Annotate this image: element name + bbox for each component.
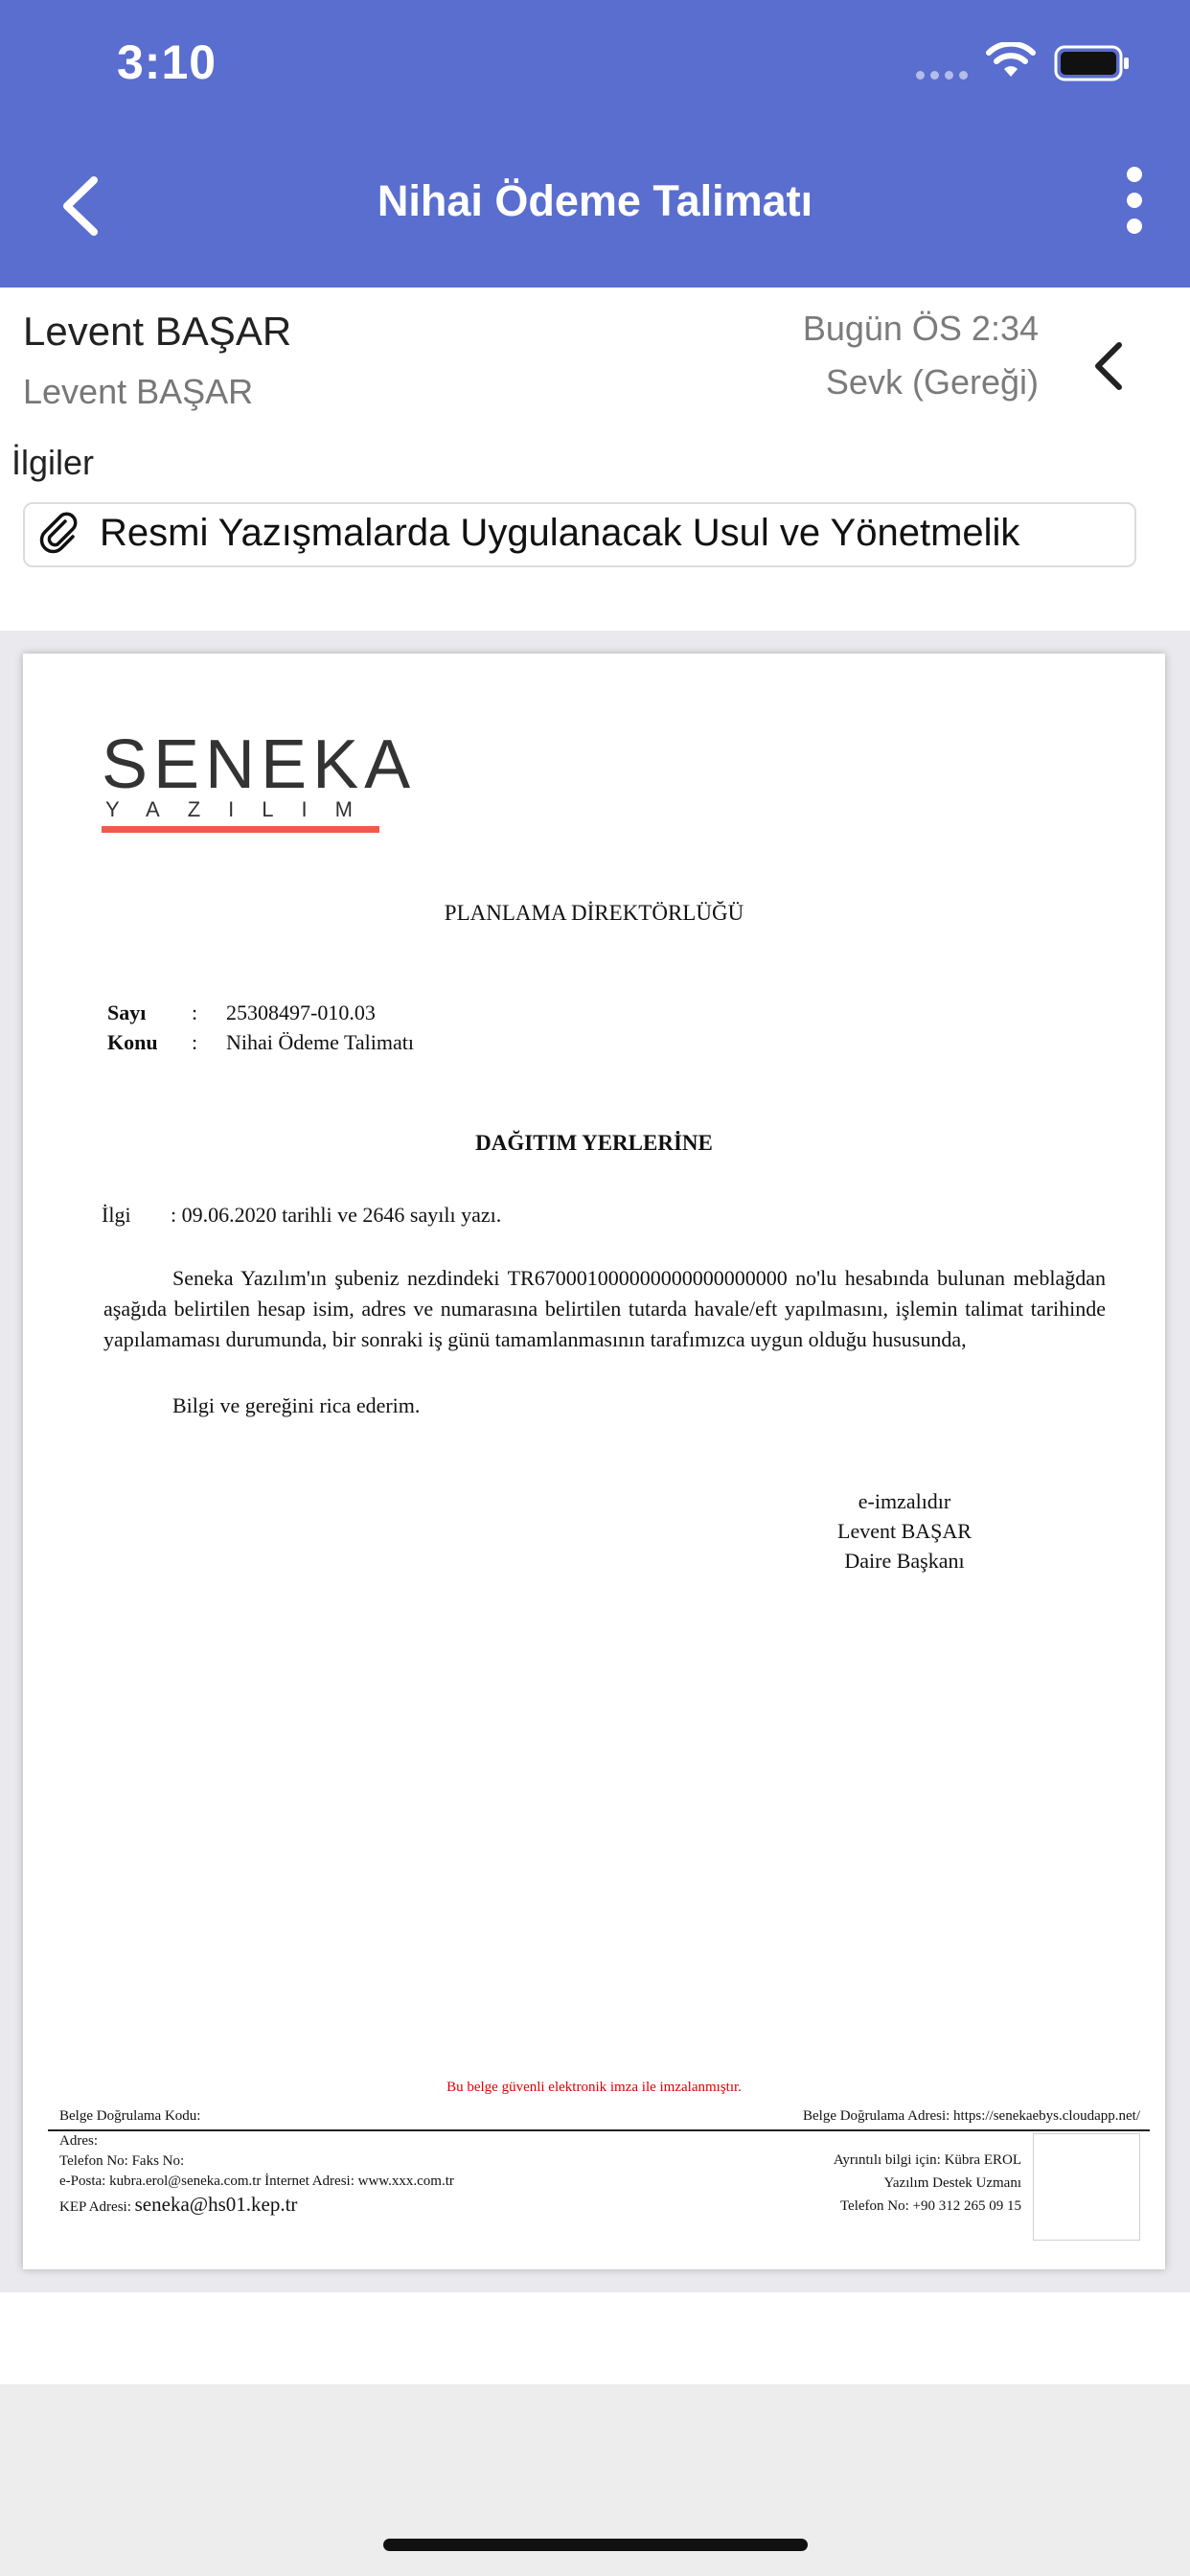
kep-row	[59, 2193, 297, 2217]
subject-value: Nihai Ödeme Talimatı	[226, 1030, 415, 1054]
paperclip-icon	[36, 512, 82, 558]
back-icon[interactable]	[56, 172, 113, 240]
attachment-item[interactable]	[23, 502, 1136, 567]
company-logo: SENEKA	[102, 726, 417, 803]
kep-value: seneka@hs01.kep.tr	[134, 2193, 298, 2216]
footer-divider	[48, 2129, 1150, 2131]
cellular-signal-icon	[916, 71, 968, 80]
chevron-left-icon[interactable]	[1090, 339, 1129, 393]
page-title: Nihai Ödeme Talimatı	[377, 176, 813, 225]
wifi-icon	[985, 42, 1037, 80]
signature-type: e-imzalıdır	[858, 1489, 951, 1513]
qr-code-placeholder	[1033, 2133, 1140, 2241]
message-time: Bugün ÖS 2:34	[802, 309, 1039, 348]
company-logo-subtext: YAZILIM	[105, 797, 380, 821]
email-web: e-Posta: kubra.erol@seneka.com.tr İnternet Adresi: www.xxx.com.tr	[59, 2174, 454, 2189]
verification-code-label: Belge Doğrulama Kodu:	[59, 2108, 201, 2124]
contact-info: Ayrıntılı bilgi için: Kübra EROL	[833, 2152, 1021, 2168]
document-closing: Bilgi ve gereğini rica ederim.	[172, 1393, 421, 1417]
reference-value: : 09.06.2020 tarihli ve 2646 sayılı yazı.	[171, 1203, 502, 1227]
logo-underline	[102, 826, 379, 833]
home-indicator[interactable]	[383, 2539, 808, 2551]
battery-icon	[1054, 45, 1131, 81]
subject-colon: :	[192, 1030, 198, 1054]
address-label: Adres:	[59, 2133, 98, 2149]
message-info-panel	[0, 288, 1190, 631]
attachment-title: Resmi Yazışmalarda Uygulanacak Usul ve Yönetmelik	[100, 512, 1020, 554]
reference-label: İlgi	[102, 1203, 131, 1227]
department-heading: PLANLAMA DİREKTÖRLÜĞÜ	[444, 901, 744, 925]
navigation-header	[0, 0, 1190, 288]
document-page[interactable]	[23, 654, 1165, 2269]
signer-name: Levent BAŞAR	[837, 1519, 972, 1543]
routing-action: Sevk (Gereği)	[825, 362, 1039, 402]
number-colon: :	[192, 1000, 198, 1024]
subject-row	[107, 1030, 414, 1055]
signer-title: Daire Başkanı	[844, 1549, 965, 1573]
number-label: Sayı	[107, 1000, 147, 1024]
subject-label: Konu	[107, 1030, 158, 1054]
distribution-heading: DAĞITIM YERLERİNE	[475, 1131, 713, 1155]
verification-address: Belge Doğrulama Adresi: https://senekaebys.cloudapp.net/	[802, 2108, 1140, 2124]
e-signature-notice: Bu belge güvenli elektronik imza ile imzalanmıştır.	[446, 2080, 742, 2095]
number-value: 25308497-010.03	[226, 1000, 376, 1024]
number-row	[107, 1000, 376, 1025]
sender-name: Levent BAŞAR	[23, 309, 292, 354]
sender-subtitle: Levent BAŞAR	[23, 372, 254, 411]
contact-phone: Telefon No: +90 312 265 09 15	[839, 2198, 1021, 2214]
more-icon[interactable]	[1119, 167, 1150, 247]
status-time: 3:10	[117, 35, 217, 89]
related-label: İlgiler	[11, 443, 95, 482]
reference-row	[102, 1203, 501, 1228]
bottom-spacer	[0, 2292, 1190, 2384]
kep-label: KEP Adresi:	[59, 2199, 131, 2215]
phone-fax: Telefon No: Faks No:	[59, 2153, 185, 2169]
document-body: Seneka Yazılım'ın şubeniz nezdindeki TR670001000000000000000000 no'lu hesabında bulunan meblağdan aşağıda belirtilen hesap isim, adres ve numarasına belirtilen tutarda havale/eft yapılmasını, işlemin talimat tarihinde yapılamaması durumunda, bir sonraki iş günü tamamlanmasının tarafımızca uygun olduğu hususunda,	[103, 1266, 1106, 1351]
contact-title: Yazılım Destek Uzmanı	[883, 2175, 1021, 2191]
